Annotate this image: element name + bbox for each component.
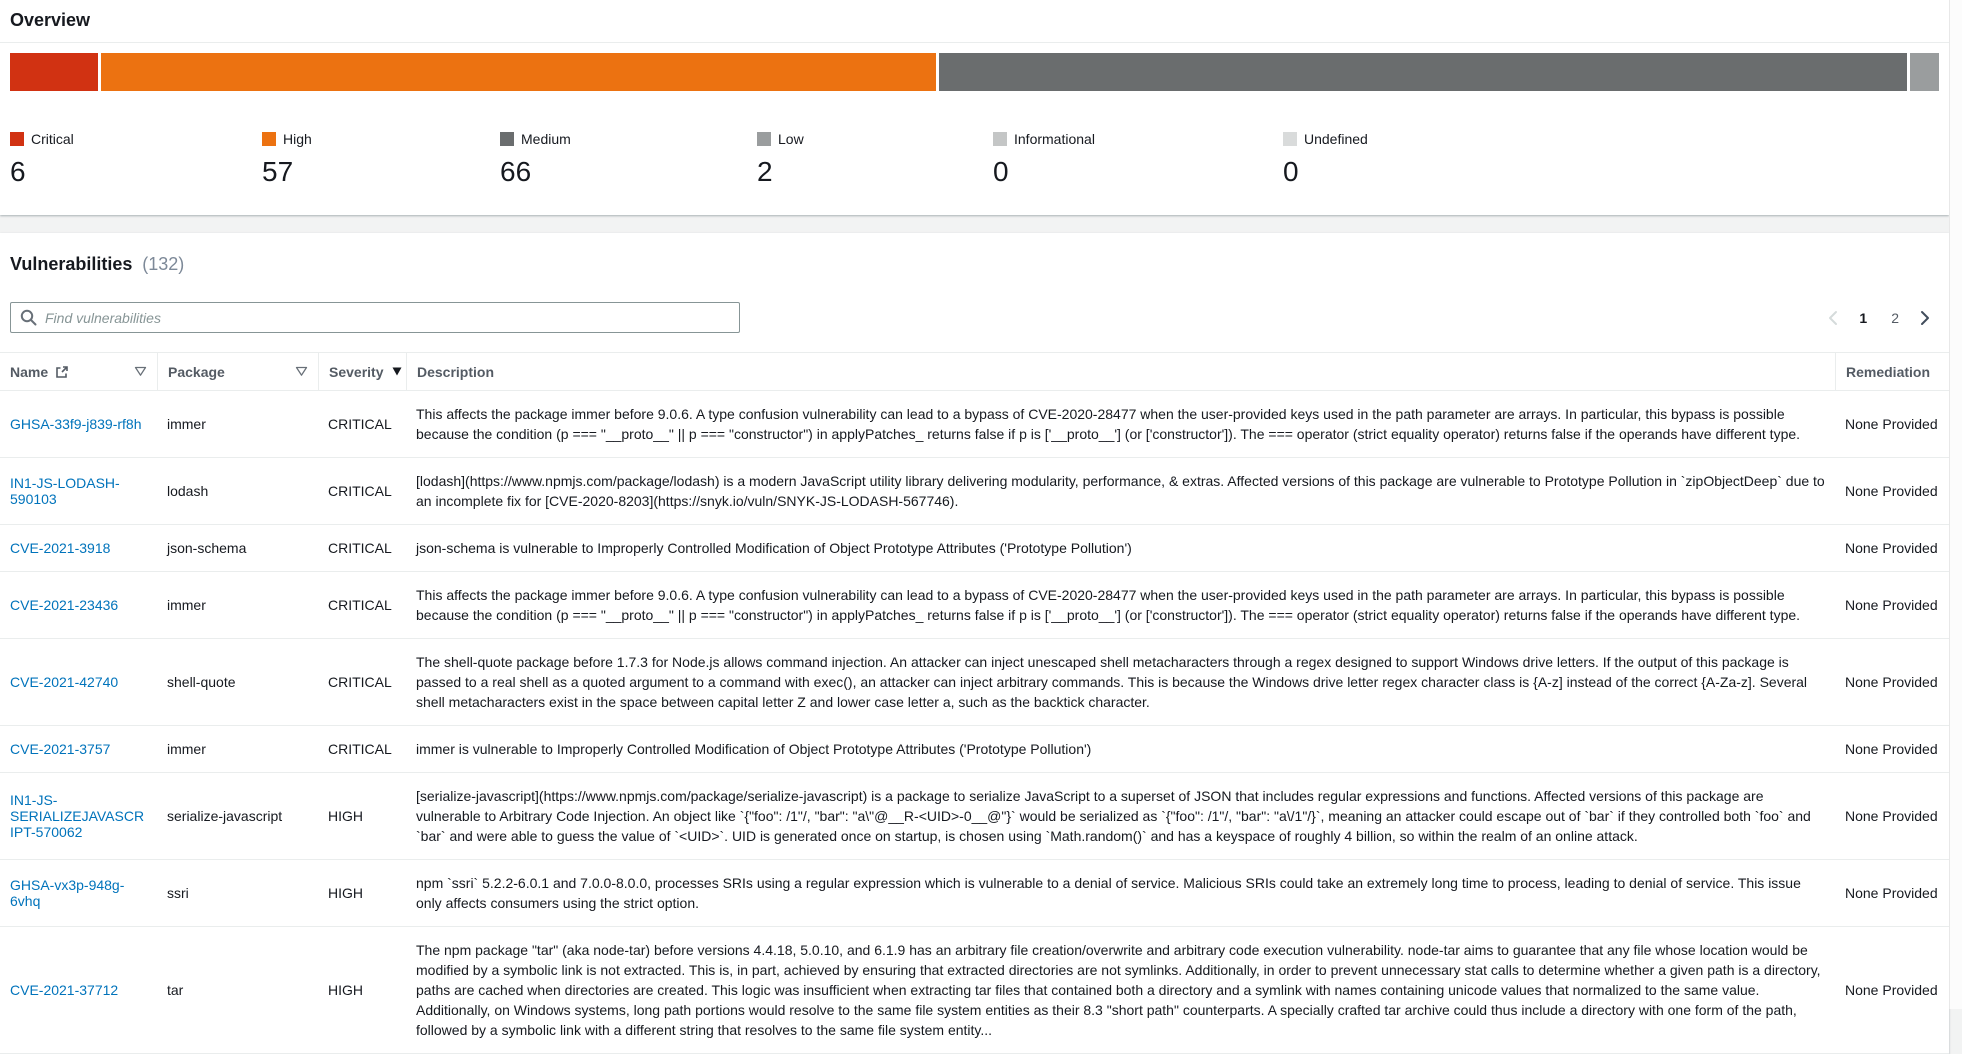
severity-bar-segment-medium [939, 53, 1906, 91]
severity-bar-segment-high [101, 53, 936, 91]
severity-count: 0 [993, 156, 1009, 187]
package-cell: json-schema [167, 540, 247, 557]
severity-legend-item [262, 131, 500, 188]
description-cell: This affects the package immer before 9.0.6. A type confusion vulnerability can lead to a bypass of CVE-2020-28477 when the user-provided keys used in the path parameter are arrays. In particular, this bypass is possible because the condition (p === "__proto__" || p === "constructor") in applyPatches_ returns false if p is ['__proto__'] (or ['constructor']). The === operator (strict equality operator) returns false if the operands have different type. [416, 406, 1801, 443]
severity-cell: CRITICAL [328, 416, 392, 433]
pagination [1823, 308, 1935, 328]
vulnerability-name-cell [0, 728, 157, 770]
description-cell: npm `ssri` 5.2.2-6.0.1 and 7.0.0-8.0.0, processes SRIs using a regular expression which is vulnerable to a denial of service. Malicious SRIs could take an extremely long time to process, leading to denial of service. This issue only affects consumers using the strict option. [416, 875, 1801, 912]
remediation-cell: None Provided [1845, 540, 1938, 557]
vulnerability-name-cell [0, 462, 157, 520]
remediation-cell: None Provided [1845, 808, 1938, 825]
pagination-next-button[interactable] [1915, 308, 1935, 328]
severity-count: 6 [10, 156, 26, 187]
package-cell: serialize-javascript [167, 808, 283, 825]
severity-label: Medium [521, 131, 571, 147]
scrollbar[interactable] [1949, 0, 1962, 1009]
vulnerability-name-link[interactable]: CVE-2021-3757 [10, 741, 111, 758]
vulnerability-table-header [0, 353, 1949, 391]
search-input[interactable] [10, 302, 740, 333]
description-cell: The shell-quote package before 1.7.3 for Node.js allows command injection. An attacker can inject unescaped shell metacharacters through a regex designed to support Windows drive letters. If the output of this package is passed to a real shell as a quoted argument to a command with exec(), an attacker can inject arbitrary commands. This is because the Windows drive letter regex character class is {A-z] instead of the correct {A-Za-z]. Several shell metacharacters exist in the space between capital letter Z and lower case letter a, such as the backtick character. [416, 654, 1808, 711]
severity-label: Undefined [1304, 131, 1368, 147]
package-cell: lodash [167, 483, 209, 500]
pagination-prev-button[interactable] [1823, 308, 1843, 328]
severity-legend-item [993, 131, 1283, 188]
vulnerability-name-link[interactable]: GHSA-33f9-j839-rf8h [10, 416, 142, 433]
sort-descending-icon[interactable] [392, 367, 402, 376]
severity-cell: CRITICAL [328, 674, 392, 691]
vulnerabilities-title: Vulnerabilities [10, 254, 133, 275]
external-link-icon [55, 365, 69, 379]
package-cell: immer [167, 416, 206, 433]
package-cell: shell-quote [167, 674, 236, 691]
severity-legend [10, 131, 1939, 188]
column-header-name[interactable]: Name [0, 353, 157, 390]
filter-package-icon[interactable] [295, 366, 308, 377]
vulnerability-name-cell [0, 969, 157, 1011]
table-row [0, 572, 1949, 639]
vulnerability-name-link[interactable]: IN1-JS-LODASH-590103 [10, 475, 120, 508]
vulnerability-name-link[interactable]: IN1-JS-SERIALIZEJAVASCRIPT-570062 [10, 792, 145, 841]
vulnerability-table-body [0, 391, 1949, 1054]
table-row [0, 726, 1949, 773]
table-row [0, 639, 1949, 726]
severity-label: High [283, 131, 312, 147]
package-cell: immer [167, 741, 206, 758]
description-cell: The npm package "tar" (aka node-tar) before versions 4.4.18, 5.0.10, and 6.1.9 has an arbitrary file creation/overwrite and arbitrary code execution vulnerability. node-tar aims to guarantee that any file whose location would be modified by a symbolic link is not extracted. This is, in part, achieved by ensuring that extracted directories are not symlinks. Additionally, in order to prevent unnecessary stat calls to determine whether a given path is a directory, paths are cached when directories are created. This logic was insufficient when extracting tar files that contained both a directory and a symlink with names containing unicode values that normalized to the same value. Additionally, on Windows systems, long path portions would resolve to the same file system entities as their 8.3 "short path" counterparts. A specially crafted tar archive could thus include a directory with one form of the path, followed by a symbolic link with a different string that resolves to the same file system entity... [416, 942, 1821, 1039]
table-row [0, 525, 1949, 572]
severity-legend-item [757, 131, 993, 188]
severity-cell: HIGH [328, 982, 363, 999]
filter-name-icon[interactable] [134, 366, 147, 377]
vulnerability-name-link[interactable]: CVE-2021-42740 [10, 674, 119, 691]
severity-cell: CRITICAL [328, 741, 392, 758]
vulnerability-table [0, 352, 1949, 1054]
vulnerability-name-cell [0, 584, 157, 626]
remediation-cell: None Provided [1845, 674, 1938, 691]
severity-count: 2 [757, 156, 773, 187]
vulnerability-name-link[interactable]: CVE-2021-37712 [10, 982, 119, 999]
vulnerability-name-cell [0, 779, 157, 853]
severity-swatch-icon [500, 132, 514, 146]
remediation-cell: None Provided [1845, 483, 1938, 500]
severity-cell: CRITICAL [328, 540, 392, 557]
package-cell: ssri [167, 885, 189, 902]
vulnerability-name-cell [0, 864, 157, 922]
description-cell: This affects the package immer before 9.0.6. A type confusion vulnerability can lead to a bypass of CVE-2020-28477 when the user-provided keys used in the path parameter are arrays. In particular, this bypass is possible because the condition (p === "__proto__" || p === "constructor") in applyPatches_ returns false if p is ['__proto__'] (or ['constructor']). The === operator (strict equality operator) returns false if the operands have different type. [416, 587, 1801, 624]
vulnerability-name-link[interactable]: CVE-2021-23436 [10, 597, 119, 614]
severity-swatch-icon [262, 132, 276, 146]
description-cell: json-schema is vulnerable to Improperly Controlled Modification of Object Prototype Attributes ('Prototype Pollution') [416, 540, 1132, 557]
severity-legend-item [10, 131, 262, 188]
severity-cell: HIGH [328, 885, 363, 902]
description-cell: [lodash](https://www.npmjs.com/package/lodash) is a modern JavaScript utility library delivering modularity, performance, & extras. Affected versions of this package are vulnerable to Prototype Pollution in `zipObjectDeep` due to an incomplete fix for [CVE-2020-8203](https://snyk.io/vuln/SNYK-JS-LODASH-567746). [416, 473, 1825, 510]
column-header-description[interactable]: Description [406, 353, 1835, 390]
pagination-page-2[interactable]: 2 [1891, 309, 1899, 326]
severity-swatch-icon [10, 132, 24, 146]
vulnerabilities-card [0, 233, 1949, 1054]
column-header-package[interactable]: Package [157, 353, 318, 390]
description-cell: immer is vulnerable to Improperly Controlled Modification of Object Prototype Attributes ('Prototype Pollution') [416, 741, 1092, 758]
description-cell: [serialize-javascript](https://www.npmjs.com/package/serialize-javascript) is a package to serialize JavaScript to a superset of JSON that includes regular expressions and functions. Affected versions of this package are vulnerable to Arbitrary Code Injection. An object like `{"foo": /1"/, "bar": "a\"@__R-<UID>-0__@"}` would be serialized as `{"foo": /1"/, "bar": "a\/1"/}`, meaning an attacker could escape out of `bar` if they controlled both `foo` and `bar` and were able to guess the value of `<UID>`. UID is generated once on startup, is chosen using `Math.random()` and has a keyspace of roughly 4 billion, so within the realm of an online attack. [416, 788, 1811, 845]
severity-label: Critical [31, 131, 74, 147]
search-box [10, 302, 740, 333]
table-row [0, 391, 1949, 458]
table-row [0, 860, 1949, 927]
vulnerabilities-count-badge: (132) [142, 254, 185, 275]
vulnerabilities-header [0, 254, 1949, 275]
severity-cell: HIGH [328, 808, 363, 825]
remediation-cell: None Provided [1845, 597, 1938, 614]
severity-legend-item [500, 131, 757, 188]
severity-label: Informational [1014, 131, 1095, 147]
severity-swatch-icon [993, 132, 1007, 146]
vulnerability-name-link[interactable]: CVE-2021-3918 [10, 540, 111, 557]
pagination-page-1[interactable]: 1 [1859, 309, 1868, 326]
severity-swatch-icon [1283, 132, 1297, 146]
severity-count: 57 [262, 156, 294, 187]
severity-cell: CRITICAL [328, 483, 392, 500]
package-cell: immer [167, 597, 206, 614]
severity-label: Low [778, 131, 804, 147]
overview-title: Overview [10, 10, 91, 30]
remediation-cell: None Provided [1845, 741, 1938, 758]
column-header-remediation[interactable]: Remediation [1835, 353, 1949, 390]
remediation-cell: None Provided [1845, 885, 1938, 902]
vulnerability-name-cell [0, 403, 157, 445]
severity-bar-segment-low [1910, 53, 1939, 91]
column-header-severity[interactable]: Severity [318, 353, 406, 390]
vulnerability-name-cell [0, 527, 157, 569]
vulnerability-name-cell [0, 661, 157, 703]
overview-content [0, 43, 1949, 215]
severity-legend-item [1283, 131, 1939, 188]
table-toolbar [0, 302, 1949, 333]
remediation-cell: None Provided [1845, 416, 1938, 433]
severity-swatch-icon [757, 132, 771, 146]
vulnerability-name-link[interactable]: GHSA-vx3p-948g-6vhq [10, 877, 125, 910]
severity-cell: CRITICAL [328, 597, 392, 614]
search-icon [20, 309, 37, 329]
severity-count: 0 [1283, 156, 1299, 187]
package-cell: tar [167, 982, 184, 999]
severity-bar-segment-critical [10, 53, 98, 91]
severity-count: 66 [500, 156, 532, 187]
table-row [0, 458, 1949, 525]
overview-card-header [0, 0, 1949, 43]
overview-card [0, 0, 1949, 215]
remediation-cell: None Provided [1845, 982, 1938, 999]
table-row [0, 773, 1949, 860]
severity-bar [10, 53, 1939, 91]
table-row [0, 927, 1949, 1054]
